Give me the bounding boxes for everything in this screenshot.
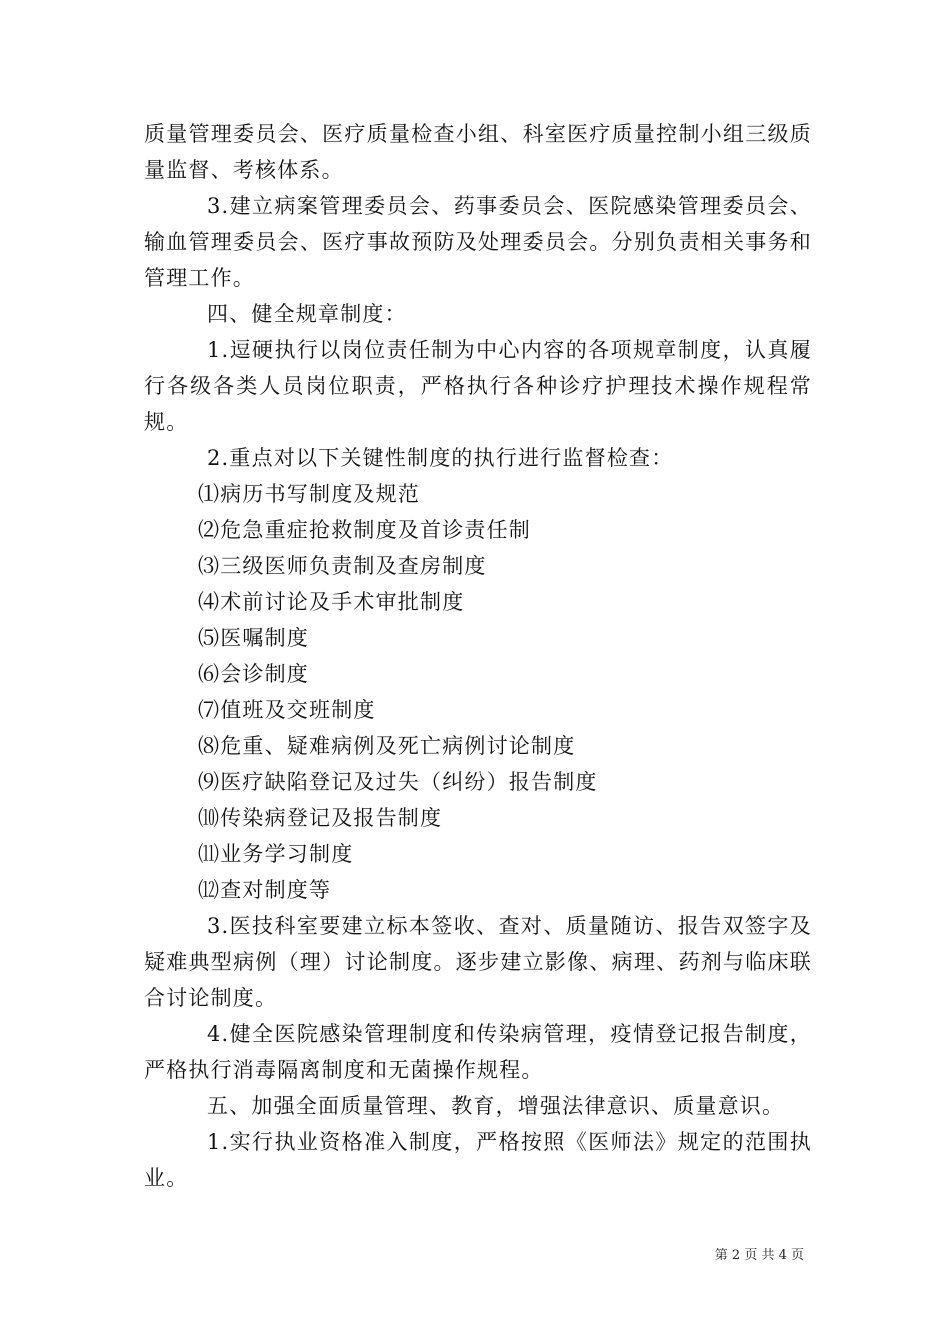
list-item: ⑽传染病登记及报告制度 (198, 806, 443, 830)
paragraph-5: 3.医技科室要建立标本签收、查对、质量随访、报告双签字及疑难典型病例（理）讨论制度。逐步建立影像、病理、药剂与临床联合讨论制度。 (144, 914, 812, 1010)
list-item: ⑼医疗缺陷登记及过失（纠纷）报告制度 (198, 770, 598, 794)
list-item: ⑷术前讨论及手术审批制度 (198, 590, 465, 614)
system-list (144, 476, 812, 908)
paragraph-2: 3.建立病案管理委员会、药事委员会、医院感染管理委员会、输血管理委员会、医疗事故预防及处理委员会。分别负责相关事务和管理工作。 (144, 194, 812, 290)
paragraph-6: 4.健全医院感染管理制度和传染病管理，疫情登记报告制度，严格执行消毒隔离制度和无菌操作规程。 (144, 1022, 812, 1082)
list-item: ⑻危重、疑难病例及死亡病例讨论制度 (198, 734, 576, 758)
body-text (144, 116, 812, 1196)
list-item: ⑵危急重症抢救制度及首诊责任制 (198, 518, 531, 542)
list-item: ⑺值班及交班制度 (198, 698, 376, 722)
list-item: ⑴病历书写制度及规范 (198, 482, 420, 506)
list-item: ⑾业务学习制度 (198, 842, 354, 866)
paragraph-7: 1.实行执业资格准入制度，严格按照《医师法》规定的范围执业。 (144, 1130, 812, 1190)
section-heading-5: 五、加强全面质量管理、教育，增强法律意识、质量意识。 (207, 1094, 785, 1118)
paragraph-4: 2.重点对以下关键性制度的执行进行监督检查： (207, 446, 674, 470)
list-item: ⑹会诊制度 (198, 662, 309, 686)
list-item: ⑿查对制度等 (198, 878, 332, 902)
paragraph-1: 质量管理委员会、医疗质量检查小组、科室医疗质量控制小组三级质量监督、考核体系。 (144, 122, 812, 182)
list-item: ⑶三级医师负责制及查房制度 (198, 554, 487, 578)
list-item: ⑸医嘱制度 (198, 626, 309, 650)
section-heading-4: 四、健全规章制度： (207, 302, 407, 326)
paragraph-3: 1.逗硬执行以岗位责任制为中心内容的各项规章制度，认真履行各级各类人员岗位职责，严格执行各种诊疗护理技术操作规程常规。 (144, 338, 812, 434)
page-number: 第 2 页 共 4 页 (714, 1248, 804, 1263)
